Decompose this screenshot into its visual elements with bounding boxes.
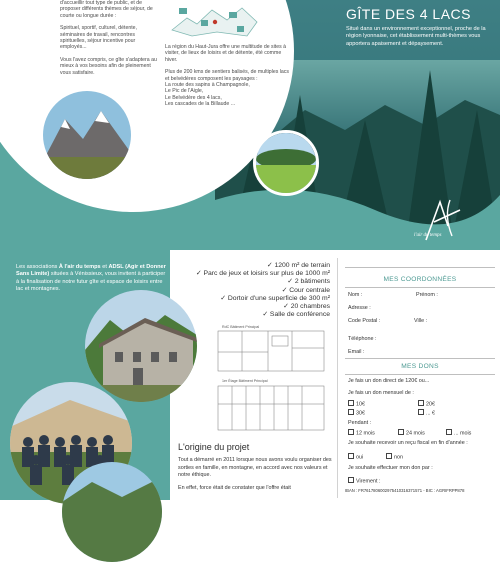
- middle-paragraph-1: La région du Haut-Jura offre une multitude de sites à visiter, de lieux de loisirs et de détente, été comme hiver.: [165, 44, 287, 63]
- left-text-column: [60, 0, 160, 82]
- prenom-field[interactable]: Prénom :: [416, 292, 438, 298]
- recu-oui[interactable]: oui: [348, 453, 363, 461]
- column-divider: [337, 258, 338, 498]
- origin-title: L'origine du projet: [178, 442, 250, 452]
- dons-title: MES DONS: [401, 363, 439, 370]
- amount-option-other[interactable]: ... €: [418, 409, 435, 417]
- feature-item: ✓ 1200 m² de terrain: [266, 262, 330, 269]
- telephone-field[interactable]: Téléphone :: [348, 336, 377, 342]
- virement-option[interactable]: Virement :: [348, 477, 380, 485]
- intro-text: Situé dans un environnement exceptionnel, proche de la région lyonnaise, cet établissement multi-thèmes vous apportera apaisement et dépaysement.: [346, 26, 486, 47]
- amount-option-20[interactable]: 20€: [418, 400, 435, 408]
- feature-item: ✓ Dortoir d'une superficie de 300 m²: [220, 294, 330, 302]
- air-du-temps-logo: [410, 196, 470, 244]
- checkbox[interactable]: [348, 453, 354, 459]
- iban-text: IBAN : FR7617806002975410316371571 - BIC : AGRIFRPP878: [345, 488, 465, 493]
- assoc-name-2: ADSL (Agir et Donner Sans Limite): [16, 264, 166, 278]
- feature-item: ✓ Parc de jeux et loisirs sur plus de 1000 m²: [195, 270, 330, 278]
- email-field[interactable]: Email :: [348, 349, 365, 355]
- logo-text: l'air du temps: [414, 233, 442, 238]
- ville-field[interactable]: Ville :: [414, 318, 428, 324]
- checkbox[interactable]: [418, 400, 424, 406]
- meadow-photo: [253, 130, 319, 196]
- checkbox[interactable]: [398, 429, 404, 435]
- amount-option-10[interactable]: 10€: [348, 400, 365, 408]
- recu-non[interactable]: non: [386, 453, 403, 461]
- site-item: Le Pic de l'Aigle,: [165, 88, 204, 95]
- checkbox[interactable]: [386, 453, 392, 459]
- left-paragraph-1: d'accueillir tout type de public, et de proposer différents thèmes de séjour, de courte ou longue durée :: [60, 0, 153, 19]
- site-item: Le Belvédère des 4 lacs,: [165, 94, 222, 101]
- left-paragraph-2: Spirituel, sportif, culturel, détente, séminaires de travail, rencontres spirituelles, séjour incentive pour employés...: [60, 25, 137, 51]
- donation-form: [340, 250, 500, 500]
- assoc-mid: et: [100, 264, 109, 270]
- mountain-photo: [40, 88, 134, 182]
- origin-paragraph-1: Tout a démarré en 2011 lorsque nous avons voulu organiser des sorties en famille, en montagne, en accord avec nos valeurs et notre éthique.: [178, 457, 332, 479]
- feature-item: ✓ Cour centrale: [281, 286, 330, 294]
- duration-option-12[interactable]: 12 mois: [348, 429, 375, 437]
- checkbox[interactable]: [348, 429, 354, 435]
- assoc-pre: Les associations: [16, 264, 59, 270]
- checkbox[interactable]: [348, 409, 354, 415]
- duration-option-24[interactable]: 24 mois: [398, 429, 425, 437]
- recu-label: Je souhaite recevoir un reçu fiscal en fin d'année :: [348, 440, 468, 446]
- site-item: La route des sapins à Champagnole,: [165, 82, 250, 89]
- code-postal-field[interactable]: Code Postal :: [348, 318, 381, 324]
- checkbox[interactable]: [348, 477, 354, 483]
- feature-item: ✓ 2 bâtiments: [287, 278, 330, 286]
- nom-field[interactable]: Nom :: [348, 292, 363, 298]
- site-item: Les cascades de la Billaude ...: [165, 101, 236, 108]
- dons-rule-top: [345, 358, 495, 359]
- don-mensuel-label: Je fais un don mensuel de :: [348, 390, 414, 396]
- region-map: [167, 0, 262, 38]
- prelevement-label: Je souhaite effectuer mon don par :: [348, 465, 433, 471]
- amount-option-30[interactable]: 30€: [348, 409, 365, 417]
- feature-item: ✓ Salle de conférence: [262, 311, 330, 319]
- origin-text: [178, 457, 333, 497]
- adresse-field[interactable]: Adresse :: [348, 305, 371, 311]
- coords-rule-top: [345, 267, 495, 268]
- middle-paragraph-2: Plus de 200 kms de sentiers balisés, de multiples lacs et belvédères composent les paysages :: [165, 69, 289, 82]
- coords-title: MES COORDONNÉES: [383, 276, 457, 283]
- dons-rule-bottom: [345, 374, 495, 375]
- feature-item: ✓ 20 chambres: [283, 303, 330, 311]
- site-list: [165, 82, 290, 108]
- plan-label-ground: RdC Bâtiment Principal: [222, 325, 260, 329]
- don-direct-option[interactable]: Je fais un don direct de 120€ ou...: [348, 378, 430, 384]
- outdoor-photo: [62, 462, 162, 562]
- checkbox[interactable]: [446, 429, 452, 435]
- middle-text-column: [165, 44, 290, 108]
- origin-paragraph-2: En effet, force était de constater que l'offre était: [178, 484, 291, 491]
- duration-option-other[interactable]: ... mois: [446, 429, 471, 437]
- features-list: [172, 262, 330, 319]
- checkbox[interactable]: [348, 400, 354, 406]
- page-title: GÎTE DES 4 LACS: [346, 6, 471, 22]
- checkbox[interactable]: [418, 409, 424, 415]
- floor-plans: [212, 322, 330, 434]
- assoc-name-1: À l'air du temps: [58, 264, 101, 270]
- left-paragraph-3: Vous l'avez compris, ce gîte s'adaptera au mieux à vos besoins afin de pleinement vous satisfaire.: [60, 56, 157, 76]
- assoc-post: situées à Vénissieux, vous invitent à participer à la finalisation de notre futur gîte et espace de loisirs entre lac et montagnes.: [16, 271, 166, 293]
- coords-rule-bottom: [345, 287, 495, 288]
- pendant-label: Pendant :: [348, 420, 372, 426]
- plan-label-first: 1er Étage Bâtiment Principal: [222, 379, 268, 383]
